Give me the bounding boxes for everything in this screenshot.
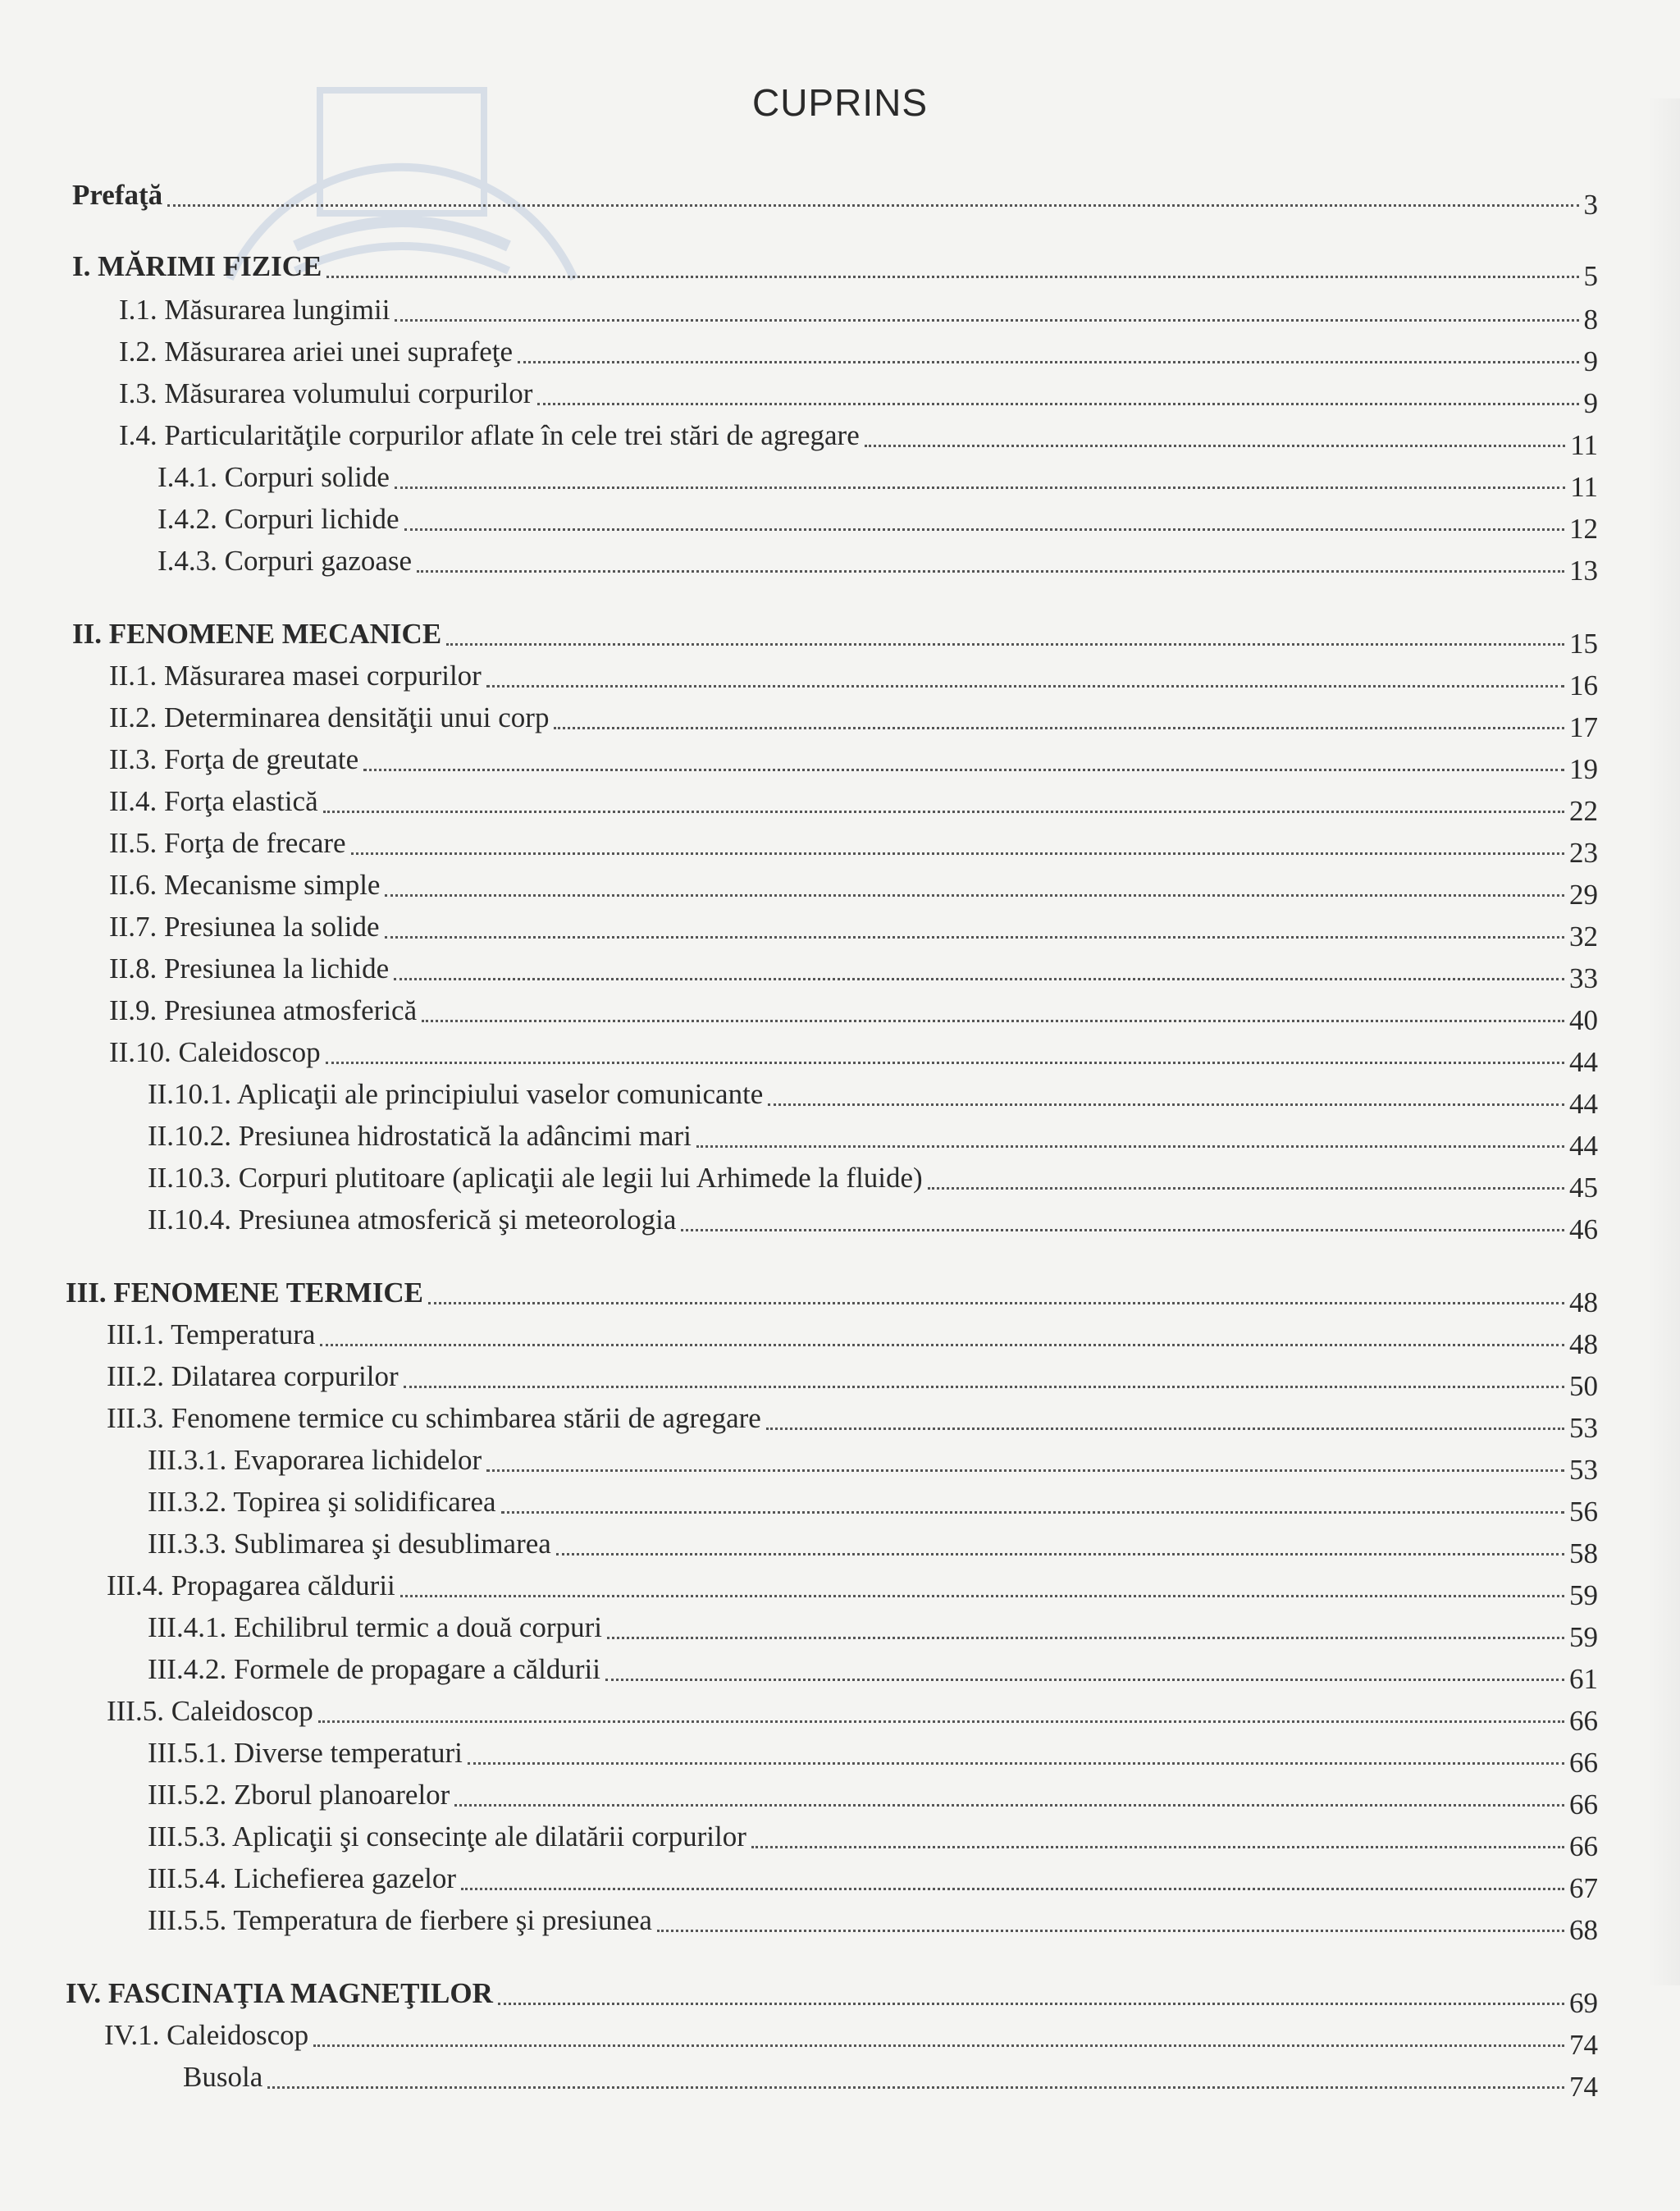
- toc-entry-page: 19: [1569, 753, 1598, 785]
- toc-entry: [104, 2012, 1598, 2061]
- toc-entry: [148, 1647, 1598, 1695]
- dot-leader: [681, 1229, 1564, 1231]
- toc-entry-label: III.2. Dilatarea corpurilor: [107, 1360, 399, 1392]
- dot-leader: [422, 1020, 1564, 1022]
- toc-entry-page: 48: [1569, 1286, 1598, 1318]
- toc-entry-label: I.1. Măsurarea lungimii: [119, 294, 390, 326]
- toc-entry: [148, 1113, 1598, 1162]
- toc-entry: [119, 413, 1598, 461]
- page-edge-shadow: [1647, 98, 1680, 1985]
- toc-entry-page: 44: [1569, 1046, 1598, 1078]
- dot-leader: [404, 528, 1564, 531]
- toc-entry-label: II.10.1. Aplicaţii ale principiului vaselor comunicante: [148, 1078, 764, 1110]
- toc-entry: [148, 1155, 1598, 1204]
- toc-entry-label: II. FENOMENE MECANICE: [72, 618, 442, 650]
- toc-entry: [148, 1856, 1598, 1904]
- toc-entry-page: 56: [1569, 1496, 1598, 1528]
- toc-entry-page: 66: [1569, 1830, 1598, 1862]
- toc-entry-label: III.5.1. Diverse temperaturi: [148, 1737, 463, 1769]
- toc-entry: [109, 737, 1598, 785]
- toc-entry-label: II.4. Forţa elastică: [109, 785, 318, 817]
- toc-entry-page: 22: [1569, 795, 1598, 827]
- toc-entry-label: II.7. Presiunea la solide: [109, 911, 380, 943]
- toc-entry: [148, 1898, 1598, 1946]
- toc-entry-page: 32: [1569, 920, 1598, 952]
- toc-entry-page: 16: [1569, 669, 1598, 701]
- dot-leader: [323, 811, 1564, 813]
- dot-leader: [428, 1302, 1564, 1304]
- toc-entry-label: II.10.3. Corpuri plutitoare (aplicaţii ale legii lui Arhimede la fluide): [148, 1162, 923, 1194]
- toc-entry-page: 58: [1569, 1537, 1598, 1569]
- toc-entry-page: 3: [1583, 189, 1598, 221]
- dot-leader: [486, 1469, 1564, 1472]
- toc-entry: [109, 653, 1598, 701]
- toc-entry-label: III.5.3. Aplicaţii şi consecinţe ale dilatării corpurilor: [148, 1820, 746, 1852]
- toc-entry-label: III.5. Caleidoscop: [107, 1695, 313, 1727]
- toc-entry: [109, 862, 1598, 911]
- dot-leader: [768, 1103, 1564, 1106]
- toc-entry-label: III.4.2. Formele de propagare a căldurii: [148, 1653, 600, 1685]
- toc-entry-label: III. FENOMENE TERMICE: [66, 1277, 423, 1309]
- toc-entry: [109, 1030, 1598, 1078]
- dot-leader: [501, 1511, 1564, 1514]
- toc-entry-label: II.9. Presiunea atmosferică: [109, 994, 418, 1026]
- toc-chapter-2: [72, 611, 1598, 660]
- toc-entry-label: II.3. Forţa de greutate: [109, 743, 359, 775]
- toc-entry: [158, 455, 1598, 503]
- toc-entry: [109, 820, 1598, 869]
- dot-leader: [657, 1930, 1564, 1932]
- dot-leader: [468, 1762, 1564, 1765]
- toc-entry-label: III.1. Temperatura: [107, 1318, 316, 1350]
- toc-entry: [148, 1521, 1598, 1569]
- toc-entry: [148, 1197, 1598, 1245]
- dot-leader: [400, 1595, 1564, 1597]
- toc-entry-page: 8: [1583, 304, 1598, 336]
- dot-leader: [486, 685, 1564, 688]
- toc-entry-page: 29: [1569, 879, 1598, 911]
- toc-entry-page: 59: [1569, 1579, 1598, 1611]
- dot-leader: [167, 204, 1578, 207]
- toc-entry-label: III.3.2. Topirea şi solidificarea: [148, 1486, 496, 1518]
- dot-leader: [267, 2086, 1564, 2089]
- dot-leader: [696, 1145, 1564, 1148]
- toc-entry-label: III.5.5. Temperatura de fierbere şi presiunea: [148, 1904, 652, 1936]
- toc-entry-label: II.5. Forţa de frecare: [109, 827, 346, 859]
- toc-entry-page: 66: [1569, 1747, 1598, 1779]
- dot-leader: [498, 2003, 1564, 2005]
- toc-entry-page: 17: [1569, 711, 1598, 743]
- toc-entry-page: 53: [1569, 1454, 1598, 1486]
- toc-entry: [148, 1605, 1598, 1653]
- toc-entry: [119, 329, 1598, 377]
- dot-leader: [363, 769, 1564, 771]
- toc-entry-page: 48: [1569, 1328, 1598, 1360]
- dot-leader: [454, 1804, 1564, 1807]
- toc-entry: [148, 1730, 1598, 1779]
- toc-entry: [148, 1437, 1598, 1486]
- dot-leader: [313, 2044, 1564, 2047]
- dot-leader: [556, 1553, 1564, 1555]
- toc-entry: [107, 1563, 1598, 1611]
- dot-leader: [766, 1428, 1564, 1430]
- toc-entry-label: III.4.1. Echilibrul termic a două corpuri: [148, 1611, 602, 1643]
- dot-leader: [385, 936, 1565, 939]
- dot-leader: [385, 894, 1564, 897]
- toc-entry-label: IV. FASCINAŢIA MAGNEŢILOR: [66, 1977, 493, 2009]
- dot-leader: [928, 1187, 1564, 1190]
- toc-entry-page: 69: [1569, 1987, 1598, 2019]
- toc-entry-label: Prefaţă: [72, 179, 163, 211]
- toc-entry: [107, 1312, 1598, 1360]
- toc-entry-page: 5: [1583, 260, 1598, 292]
- toc-entry-page: 59: [1569, 1621, 1598, 1653]
- toc-entry-label: III.3.3. Sublimarea şi desublimarea: [148, 1528, 551, 1560]
- toc-entry-page: 11: [1570, 471, 1598, 503]
- toc-entry-page: 66: [1569, 1788, 1598, 1820]
- toc-chapter-3: [66, 1270, 1598, 1318]
- toc-entry-label: I.3. Măsurarea volumului corpurilor: [119, 377, 533, 409]
- toc-entry-page: 23: [1569, 837, 1598, 869]
- dot-leader: [605, 1679, 1564, 1681]
- toc-entry-page: 74: [1569, 2029, 1598, 2061]
- dot-leader: [318, 1720, 1564, 1723]
- toc-entry-label: I.4. Particularităţile corpurilor aflate în cele trei stări de agregare: [119, 419, 860, 451]
- toc-entry: [109, 946, 1598, 994]
- dot-leader: [537, 403, 1578, 405]
- toc-entry: [158, 496, 1598, 545]
- dot-leader: [395, 487, 1565, 489]
- toc-entry: [109, 988, 1598, 1036]
- toc-entry: [148, 1479, 1598, 1528]
- toc-entry-label: I.4.3. Corpuri gazoase: [158, 545, 413, 577]
- toc-entry-label: II.8. Presiunea la lichide: [109, 952, 390, 984]
- toc-entry-label: III.3. Fenomene termice cu schimbarea stării de agregare: [107, 1402, 761, 1434]
- toc-entry-page: 11: [1570, 429, 1598, 461]
- toc-entry: [109, 904, 1598, 952]
- toc-chapter-4: [66, 1971, 1598, 2019]
- toc-entry-page: 40: [1569, 1004, 1598, 1036]
- toc-entry-label: I.4.2. Corpuri lichide: [158, 503, 399, 535]
- toc-entry: [119, 371, 1598, 419]
- toc-entry-page: 13: [1569, 555, 1598, 587]
- toc-entry: [109, 695, 1598, 743]
- toc-entry-page: 46: [1569, 1213, 1598, 1245]
- dot-leader: [865, 445, 1566, 447]
- toc-entry-label: I.2. Măsurarea ariei unei suprafeţe: [119, 336, 514, 368]
- toc-entry-page: 9: [1583, 387, 1598, 419]
- toc-entry-label: II.6. Mecanisme simple: [109, 869, 381, 901]
- toc-entry: [107, 1396, 1598, 1444]
- dot-leader: [417, 570, 1564, 573]
- toc-entry-page: 53: [1569, 1412, 1598, 1444]
- toc-entry-page: 67: [1569, 1872, 1598, 1904]
- toc-chapter-1: [72, 244, 1598, 292]
- toc-entry-page: 66: [1569, 1705, 1598, 1737]
- toc-entry-page: 45: [1569, 1172, 1598, 1204]
- toc-entry-page: 61: [1569, 1663, 1598, 1695]
- toc-entry-label: II.10. Caleidoscop: [109, 1036, 321, 1068]
- dot-leader: [404, 1386, 1564, 1388]
- toc-entry-page: 15: [1569, 628, 1598, 660]
- toc-entry-label: IV.1. Caleidoscop: [104, 2019, 309, 2051]
- dot-leader: [326, 276, 1578, 278]
- toc-entry: [109, 779, 1598, 827]
- toc-entry: [158, 538, 1598, 587]
- toc-entry-label: III.5.4. Lichefierea gazelor: [148, 1862, 457, 1894]
- toc-entry-label: II.10.4. Presiunea atmosferică şi meteorologia: [148, 1204, 677, 1236]
- toc-entry-label: Busola: [183, 2061, 263, 2093]
- toc-entry-page: 68: [1569, 1914, 1598, 1946]
- dot-leader: [326, 1062, 1564, 1064]
- toc-entry-label: II.2. Determinarea densităţii unui corp: [109, 701, 550, 733]
- dot-leader: [518, 361, 1578, 363]
- toc-entry-label: III.5.2. Zborul planoarelor: [148, 1779, 450, 1811]
- dot-leader: [461, 1888, 1564, 1890]
- toc-entry: [148, 1814, 1598, 1862]
- dot-leader: [751, 1846, 1564, 1848]
- toc-entry-page: 74: [1569, 2071, 1598, 2103]
- dot-leader: [320, 1344, 1564, 1346]
- dot-leader: [607, 1637, 1564, 1639]
- toc-entry-page: 44: [1569, 1088, 1598, 1120]
- toc-entry: [107, 1354, 1598, 1402]
- dot-leader: [351, 852, 1564, 855]
- toc-entry-label: I.4.1. Corpuri solide: [158, 461, 390, 493]
- toc-entry: [107, 1688, 1598, 1737]
- dot-leader: [554, 727, 1564, 729]
- toc-entry: [183, 2054, 1598, 2103]
- dot-leader: [446, 643, 1564, 646]
- toc-entry-page: 33: [1569, 962, 1598, 994]
- toc-entry-label: III.3.1. Evaporarea lichidelor: [148, 1444, 482, 1476]
- toc-entry: [119, 287, 1598, 336]
- toc-entry-label: II.10.2. Presiunea hidrostatică la adâncimi mari: [148, 1120, 692, 1152]
- toc-entry-page: 12: [1569, 513, 1598, 545]
- toc-entry-page: 50: [1569, 1370, 1598, 1402]
- toc-entry-label: III.4. Propagarea căldurii: [107, 1569, 395, 1601]
- toc-entry-page: 44: [1569, 1130, 1598, 1162]
- toc-entry-label: I. MĂRIMI FIZICE: [72, 250, 322, 282]
- dot-leader: [394, 978, 1564, 980]
- page-title: CUPRINS: [751, 81, 929, 124]
- toc-entry: [148, 1071, 1598, 1120]
- toc-entry-preface: [72, 172, 1598, 221]
- toc-entry: [148, 1772, 1598, 1820]
- dot-leader: [395, 319, 1578, 322]
- toc-entry-label: II.1. Măsurarea masei corpurilor: [109, 660, 482, 692]
- toc-entry-page: 9: [1583, 345, 1598, 377]
